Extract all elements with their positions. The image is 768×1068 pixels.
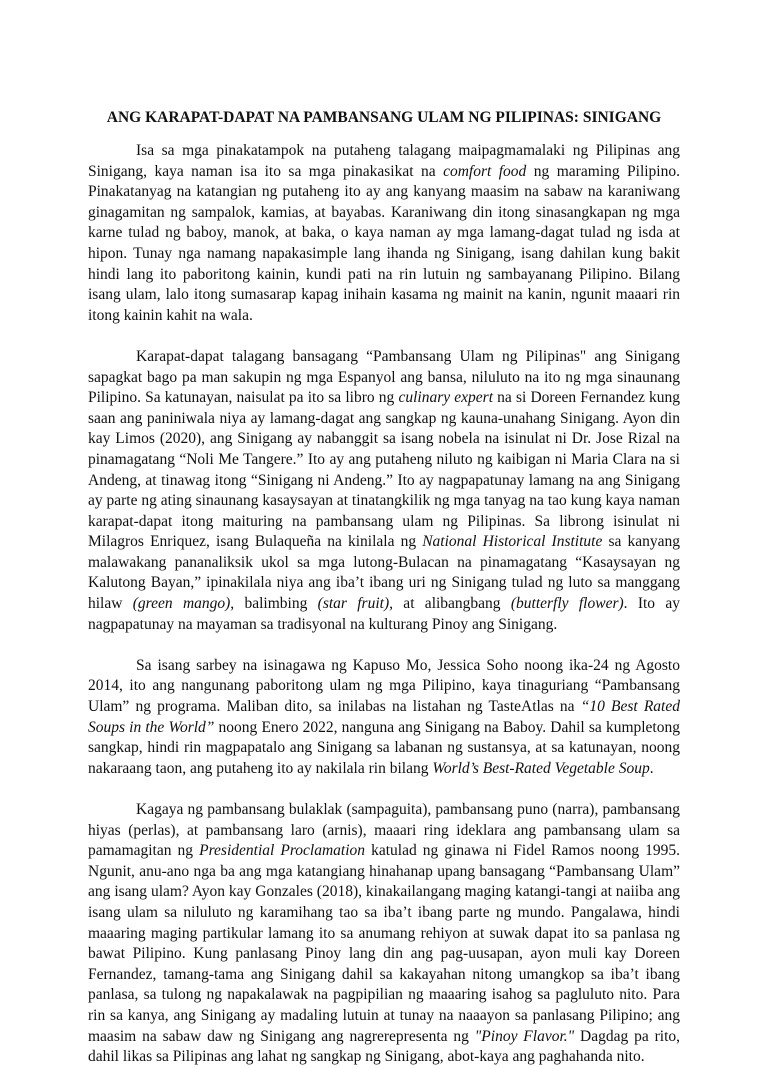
italic-text-run: Presidential Proclamation [199,842,366,860]
body-paragraph [88,656,680,780]
text-run: , balimbing [230,595,318,613]
italic-text-run: "Pinoy Flavor." [474,1027,575,1045]
italic-text-run: culinary expert [398,389,494,407]
body-paragraph [88,800,680,1068]
text-run: Karapat-dapat talagang bansagang “Pambansang Ulam ng Pilipinas" ang Sinigang sapagkat bago pa man sakupin ng mga Espanyol ang bansa, niluluto na ito ng mga sinaunang Pilipino. Sa katunayan, naisulat pa ito sa libro ng [88,347,680,407]
text-run: Isa sa mga pinakatampok na putaheng talagang maipagmamalaki ng Pilipinas ang Sinigang, kaya naman isa ito sa mga pinakasikat na [88,142,680,180]
text-run: sa kanyang malawakang pananaliksik ukol sa mga lutong-Bulacan na pinamagatang “Kasaysayan ng Kalutong Bayan,” ipinakilala niya ang iba’t ibang uri ng Sinigang tulad ng luto sa manggang hilaw [88,533,681,613]
text-run: noong Enero 2022, nanguna ang Sinigang na Baboy. Dahil sa kumpletong sangkap, hindi rin magpapatalo ang Sinigang sa labanan ng sustansya, at sa katunayan, noong nakaraang taon, ang putaheng ito ay nakilala rin bilang [88,718,680,777]
text-run: . Ito ay nagpapatunay na mayaman sa tradisyonal na kulturang Pinoy ang Sinigang. [88,595,680,633]
italic-text-run: (star fruit), [317,595,393,613]
italic-text-run: “10 Best Rated Soups in the World” [88,698,680,736]
document-body [88,141,680,1068]
italic-text-run: (butterfly flower) [510,595,624,613]
text-run: Sa isang sarbey na isinagawa ng Kapuso Mo, Jessica Soho noong ika-24 ng Agosto 2014, ito ang nangunang paboritong ulam ng mga Pilipino, kaya tinaguriang “Pambansang Ulam” ng programa. Maliban dito, sa inilabas na listahan ng TasteAtlas na [88,656,680,716]
text-run: Dagdag pa rito, dahil likas sa Pilipinas ang lahat ng sangkap ng Sinigang, abot-kaya ang paghahanda nito. [88,1027,681,1066]
text-run: katulad ng ginawa ni Fidel Ramos noong 1995. Ngunit, anu-ano nga ba ang mga katangiang hinahanap upang bansagang “Pambansang Ulam” ang isang ulam? Ayon kay Gonzales (2018), kinakailangang maging katangi-tangi at naiiba ang isang ulam sa niluluto ng karamihang tao sa iba’t ibang parte ng mundo. Pangalawa, hindi maaaring maging partikular lamang ito sa anumang rehiyon at suwak dapat ito sa panlasa ng bawat Pilipino. Kung panlasang Pinoy lang din ang pag-uusapan, ayon muli kay Doreen Fernandez, tamang-tama ang Sinigang dahil sa kakayahan nitong umangkop sa iba’t ibang panlasa, sa tulong ng napakalawak na pagpipilian ng maaaring isahog sa pagluluto nito. Para rin sa kanya, ang Sinigang ay madaling lutuin at tunay na naaayon sa panlasang Pilipino; ang maasim na sabaw daw ng Sinigang ang nagrerepresenta ng [88,842,681,1045]
text-run: na si Doreen Fernandez kung saan ang paniniwala niya ay lamang-dagat ang sangkap ng kauna-unahang Sinigang. Ayon din kay Limos (2020), ang Sinigang ay nabanggit sa isang nobela na isinulat ni Dr. Jose Rizal na pinamagatang “Noli Me Tangere.” Ito ay ang putaheng niluto ng kaibigan ni Maria Clara na si Andeng, at tinawag itong “Sinigang ni Andeng.” Ito ay nagpapatunay lamang na ang Sinigang ay parte ng ating sinaunang kasaysayan at tinatangkilik ng mga tanyag na tao kung kaya naman karapat-dapat itong maituring na pambansang ulam ng Pilipinas. Sa librong isinulat ni Milagros Enriquez, isang Bulaqueña na kinilala ng [88,389,680,551]
text-run: Kagaya ng pambansang bulaklak (sampaguita), pambansang puno (narra), pambansang hiyas (perlas), at pambansang laro (arnis), maaari ring ideklara ang pambansang ulam sa pamamagitan ng [88,801,680,860]
italic-text-run: World’s Best-Rated Vegetable Soup [432,759,650,777]
text-run: ng maraming Pilipino. Pinakatanyag na katangian ng putaheng ito ay ang kanyang maasim na sabaw na karaniwang ginagamitan ng sampalok, kamias, at bayabas. Karaniwang din itong sinasangkapan ng mga karne tulad ng baboy, manok, at baka, o kaya naman ay mga lamang-dagat tulad ng isda at hipon. Tunay nga namang napakasimple lang ihanda ng Sinigang, isang dahilan kung bakit hindi lang ito paboritong kainin, kundi pati na rin lutuin ng sambayanang Pilipino. Bilang isang ulam, lalo itong sumasarap kapag inihain kasama ng mainit na kanin, ngunit maaari rin itong kainin kahit na wala. [88,162,680,324]
body-paragraph [88,141,680,326]
text-run: . [649,759,654,777]
italic-text-run: comfort food [443,162,527,180]
body-paragraph [88,347,680,635]
italic-text-run: National Historical Institute [422,533,603,551]
text-run: at alibangbang [393,595,511,613]
document-title: ANG KARAPAT-DAPAT NA PAMBANSANG ULAM NG PILIPINAS: SINIGANG [106,109,662,126]
italic-text-run: (green mango) [132,595,231,613]
